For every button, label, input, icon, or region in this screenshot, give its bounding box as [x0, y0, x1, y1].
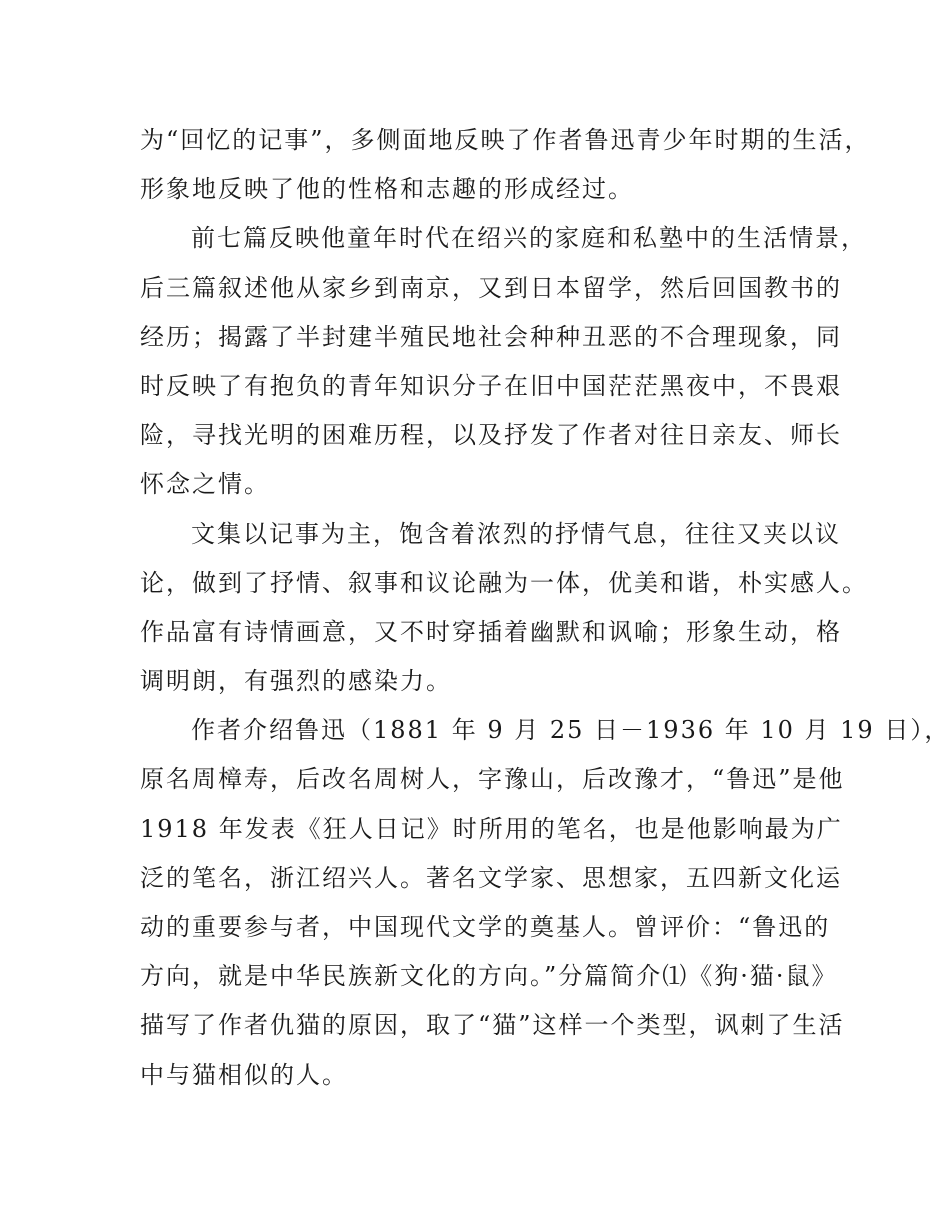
text-line: 泛的笔名，浙江绍兴人。著名文学家、思想家，五四新文化运 — [140, 863, 842, 892]
text-line: 险，寻找光明的困难历程，以及抒发了作者对往日亲友、师长 — [140, 421, 842, 450]
paragraph-1 — [140, 116, 871, 214]
paragraph-2 — [140, 214, 867, 509]
text-line: 经历；揭露了半封建半殖民地社会种种丑恶的不合理现象，同 — [140, 322, 842, 351]
text-line: 前七篇反映他童年时代在绍兴的家庭和私塾中的生活情景， — [191, 224, 867, 253]
text-line: 动的重要参与者，中国现代文学的奠基人。曾评价：“鲁迅的 — [140, 913, 831, 941]
text-line: 描写了作者仇猫的原因，取了“猫”这样一个类型，讽刺了生活 — [140, 1011, 845, 1040]
text-line: 方向，就是中华民族新文化的方向。”分篇简介⑴《狗·猫·鼠》 — [140, 962, 838, 991]
text-line: 原名周樟寿，后改名周树人，字豫山，后改豫才，“鲁迅”是他 — [140, 765, 845, 794]
text-line: 调明朗，有强烈的感染力。 — [140, 667, 452, 696]
text-line: 作者介绍鲁迅（1881 年 9 月 25 日－1936 年 10 月 19 日）， — [191, 716, 950, 745]
text-line: 作品富有诗情画意，又不时穿插着幽默和讽喻；形象生动，格 — [140, 617, 842, 646]
text-line: 后三篇叙述他从家乡到南京，又到日本留学，然后回国教书的 — [140, 273, 842, 302]
text-line: 1918 年发表《狂人日记》时所用的笔名，也是他影响最为广 — [140, 814, 843, 843]
document-body — [140, 116, 950, 1100]
paragraph-4 — [140, 706, 950, 1100]
text-line: 时反映了有抱负的青年知识分子在旧中国茫茫黑夜中，不畏艰 — [140, 371, 842, 400]
text-line: 怀念之情。 — [140, 470, 270, 499]
text-line: 论，做到了抒情、叙事和议论融为一体，优美和谐，朴实感人。 — [140, 568, 868, 597]
text-line: 中与猫相似的人。 — [140, 1060, 348, 1089]
text-line: 为“回忆的记事”，多侧面地反映了作者鲁迅青少年时期的生活， — [140, 126, 871, 154]
text-line: 文集以记事为主，饱含着浓烈的抒情气息，往往又夹以议 — [191, 519, 841, 548]
text-line: 形象地反映了他的性格和志趣的形成经过。 — [140, 175, 634, 204]
paragraph-3 — [140, 510, 868, 707]
